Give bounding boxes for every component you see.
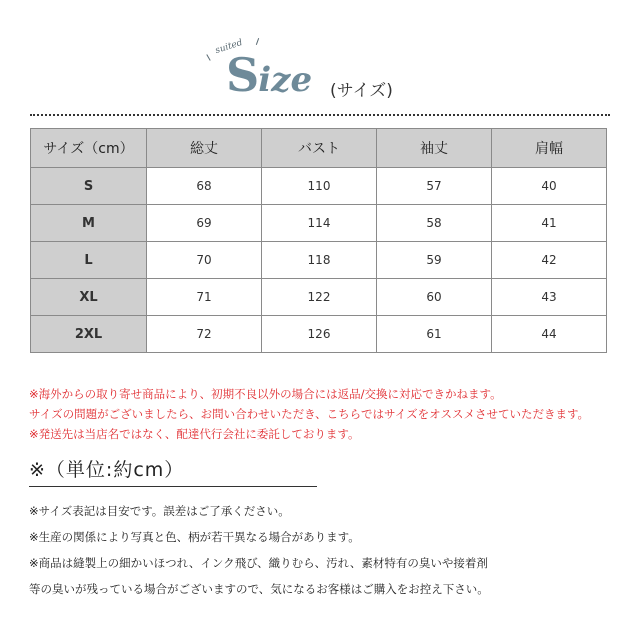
table-row	[31, 316, 607, 353]
table-cell: 59	[377, 242, 492, 279]
table-cell: 71	[147, 279, 262, 316]
size-label: 2XL	[31, 316, 147, 353]
product-note: ※サイズ表記は目安です。誤差はご了承ください。	[29, 504, 290, 518]
product-note: 等の臭いが残っている場合がございますので、気になるお客様はご購入をお控え下さい。	[29, 582, 489, 596]
table-cell: 44	[492, 316, 607, 353]
dotted-divider	[30, 114, 610, 116]
warning-note: ※海外からの取り寄せ商品により、初期不良以外の場合には返品/交換に対応できかねます。	[29, 387, 502, 401]
size-table	[30, 128, 607, 353]
table-cell: 118	[262, 242, 377, 279]
page-title	[226, 50, 312, 105]
warning-note: サイズの問題がございましたら、お問い合わせいただき、こちらではサイズをオススメさせていただきます。	[29, 407, 590, 421]
table-cell: 114	[262, 205, 377, 242]
table-cell: 41	[492, 205, 607, 242]
warning-note: ※発送先は当店名ではなく、配達代行会社に委託しております。	[29, 427, 360, 441]
column-header: 袖丈	[377, 129, 492, 168]
table-cell: 43	[492, 279, 607, 316]
table-cell: 61	[377, 316, 492, 353]
table-row	[31, 242, 607, 279]
size-label: L	[31, 242, 147, 279]
table-cell: 70	[147, 242, 262, 279]
warning-notes	[29, 384, 619, 444]
size-label: XL	[31, 279, 147, 316]
column-header: 総丈	[147, 129, 262, 168]
table-cell: 110	[262, 168, 377, 205]
table-row	[31, 205, 607, 242]
table-cell: 68	[147, 168, 262, 205]
column-header: 肩幅	[492, 129, 607, 168]
table-row	[31, 279, 607, 316]
table-cell: 72	[147, 316, 262, 353]
table-cell: 69	[147, 205, 262, 242]
unit-heading: ※（単位:約cm）	[29, 459, 185, 481]
table-cell: 58	[377, 205, 492, 242]
title-tagline: suited	[214, 37, 244, 57]
column-header: バスト	[262, 129, 377, 168]
table-cell: 122	[262, 279, 377, 316]
title-initial: S	[226, 48, 259, 102]
unit-heading-underline	[29, 486, 317, 487]
table-cell: 42	[492, 242, 607, 279]
title-rest: ize	[258, 60, 313, 100]
table-cell: 57	[377, 168, 492, 205]
size-label: M	[31, 205, 147, 242]
product-note: ※商品は縫製上の細かいほつれ、インク飛び、織りむら、汚れ、素材特有の臭いや接着剤	[29, 556, 488, 570]
table-cell: 126	[262, 316, 377, 353]
size-label: S	[31, 168, 147, 205]
accent-tick	[256, 38, 259, 45]
page-subtitle: (サイズ)	[330, 81, 393, 101]
table-cell: 40	[492, 168, 607, 205]
page-header	[0, 36, 640, 106]
product-notes	[29, 498, 619, 602]
table-header-row	[31, 129, 607, 168]
product-note: ※生産の関係により写真と色、柄が若干異なる場合があります。	[29, 530, 360, 544]
table-cell: 60	[377, 279, 492, 316]
table-row	[31, 168, 607, 205]
column-header: サイズ（cm）	[31, 129, 147, 168]
accent-tick	[206, 54, 210, 61]
